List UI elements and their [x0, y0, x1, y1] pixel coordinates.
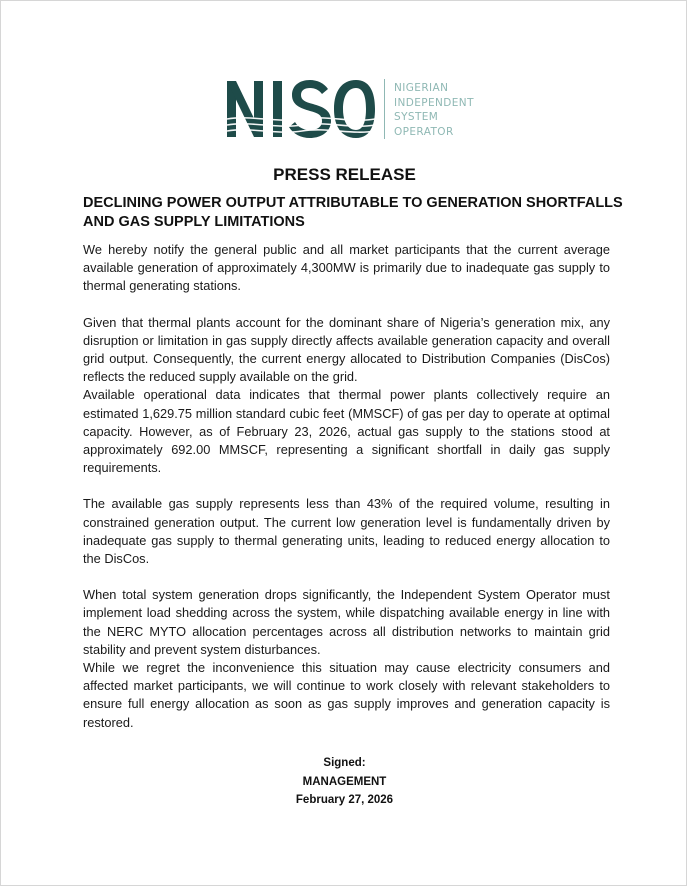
- niso-wordmark-logo: [227, 79, 375, 139]
- logo-subtitle: [394, 79, 474, 139]
- logo-subtitle-line: SYSTEM: [394, 111, 439, 123]
- logo-divider: [384, 79, 385, 139]
- signatory: MANAGEMENT: [302, 775, 387, 788]
- press-release-body: [83, 241, 610, 732]
- release-date: February 27, 2026: [295, 794, 394, 806]
- signoff-block: [1, 754, 687, 810]
- logo-subtitle-line: OPERATOR: [394, 125, 454, 138]
- niso-logo: [227, 79, 474, 141]
- logo-subtitle-line: NIGERIAN: [394, 82, 449, 94]
- press-release-title: PRESS RELEASE: [273, 165, 416, 184]
- paragraph-gas-supply-notice: We hereby notify the general public and all market participants that the current average available generation of approximately 4,300MW is primarily due to inadequate gas supply to thermal generating stations.: [83, 242, 610, 294]
- signed-label: Signed:: [323, 757, 366, 769]
- paragraph-load-shedding: When total system generation drops significantly, the Independent System Operator must implement load shedding across the system, while dispatching available energy in line with the NERC MYTO allocation percentages across all distribution networks to maintain grid stability and prevent system disturbances.: [83, 587, 610, 657]
- paragraph-operational-data: Available operational data indicates that thermal power plants collectively require an estimated 1,629.75 million standard cubic feet (MMSCF) of gas per day to operate at optimal capacity. However, as of February 23, 2026, actual gas supply to the stations stood at approximately 692.00 MMSCF, representing a significant shortfall in daily gas supply requirements.: [83, 387, 610, 476]
- paragraph-thermal-share: Given that thermal plants account for the dominant share of Nigeria’s generation mix, any disruption or limitation in gas supply directly affects available generation capacity and overall grid output. Consequently, the current energy allocated to Distribution Companies (DisCos) reflects the reduced supply available on the grid.: [83, 314, 610, 385]
- logo-subtitle-line: INDEPENDENT: [394, 96, 474, 109]
- headline: DECLINING POWER OUTPUT ATTRIBUTABLE TO GENERATION SHORTFALLS AND GAS SUPPLY LIMITATIONS: [83, 195, 623, 230]
- paragraph-supply-percentage: The available gas supply represents less than 43% of the required volume, resulting in constrained generation output. The current low generation level is fundamentally driven by inadequate gas supply to thermal generating units, leading to reduced energy allocation to the DisCos.: [83, 496, 610, 567]
- paragraph-regret: While we regret the inconvenience this situation may cause electricity consumers and affected market participants, we will continue to work closely with relevant stakeholders to ensure full energy allocation as soon as gas supply improves and generation capacity is restored.: [83, 660, 610, 730]
